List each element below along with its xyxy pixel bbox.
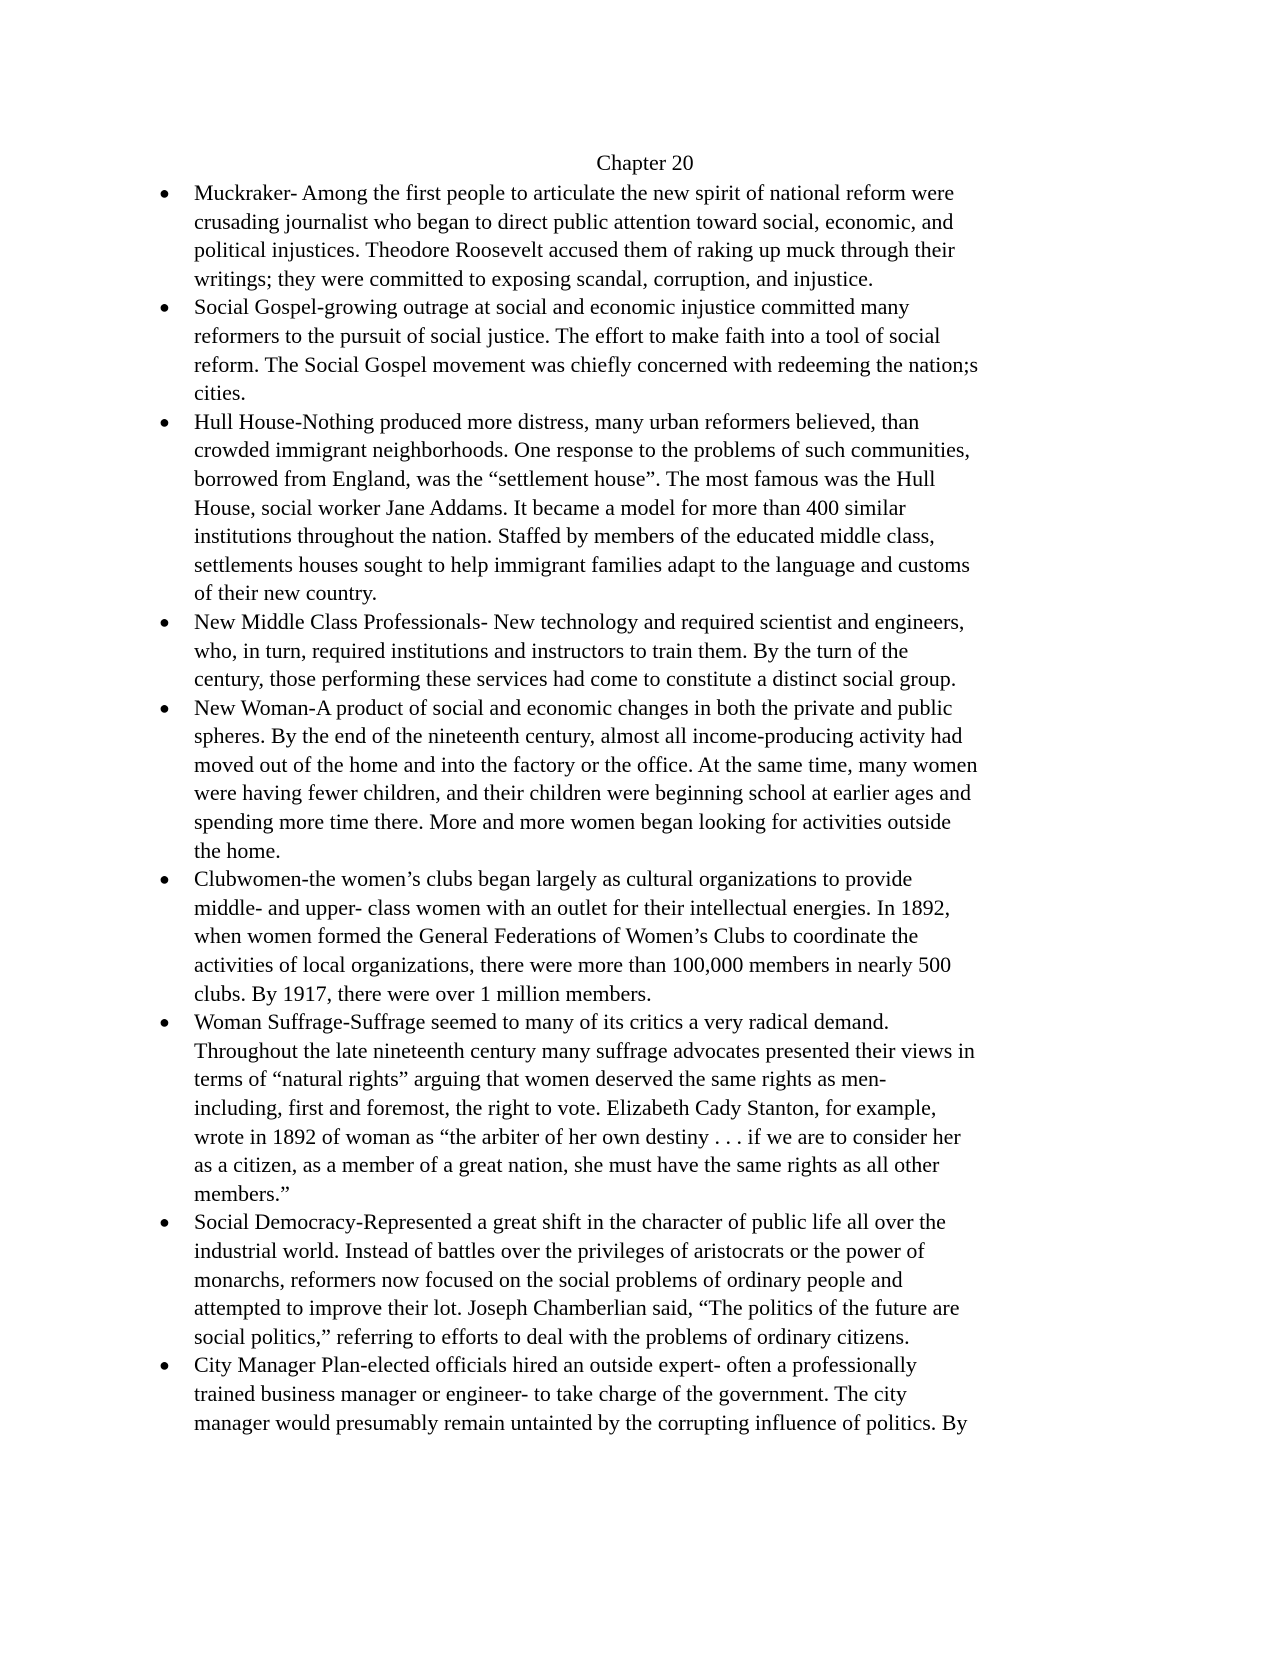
text-line: were having fewer children, and their children were beginning school at earlier ages and	[194, 780, 972, 806]
text-line: spheres. By the end of the nineteenth century, almost all income-producing activity had	[194, 723, 963, 749]
text-line: cities.	[194, 380, 246, 406]
text-line: Woman Suffrage-Suffrage seemed to many of its critics a very radical demand.	[194, 1009, 890, 1035]
text-line: who, in turn, required institutions and instructors to train them. By the turn of the	[194, 637, 909, 663]
bullet-dot-icon: ●	[159, 1212, 170, 1233]
text-line: reform. The Social Gospel movement was chiefly concerned with redeeming the nation;s	[194, 351, 979, 377]
list-item	[150, 1008, 1090, 1208]
text-line: the home.	[194, 837, 281, 863]
text-line: reformers to the pursuit of social justice. The effort to make faith into a tool of social	[194, 322, 941, 348]
text-line: House, social worker Jane Addams. It became a model for more than 400 similar	[194, 494, 906, 520]
list-item-text	[194, 608, 1090, 694]
text-line: middle- and upper- class women with an outlet for their intellectual energies. In 1892,	[194, 894, 951, 920]
text-line: crowded immigrant neighborhoods. One response to the problems of such communities,	[194, 437, 970, 463]
text-line: Muckraker- Among the first people to articulate the new spirit of national reform were	[194, 180, 955, 205]
list-item-text	[194, 293, 1090, 407]
list-item-text	[194, 1008, 1090, 1208]
list-item	[150, 694, 1090, 866]
text-line: century, those performing these services had come to constitute a distinct social group.	[194, 666, 957, 692]
text-line: trained business manager or engineer- to take charge of the government. The city	[194, 1380, 907, 1406]
bullet-dot-icon: ●	[159, 869, 170, 890]
list-item	[150, 408, 1090, 608]
bullet-dot-icon: ●	[159, 411, 170, 432]
list-item	[150, 1208, 1090, 1351]
text-line: of their new country.	[194, 580, 378, 606]
bullet-dot-icon: ●	[159, 611, 170, 632]
list-item-text	[194, 179, 1090, 293]
bullet-list	[150, 179, 1090, 1437]
text-line: industrial world. Instead of battles over the privileges of aristocrats or the power of	[194, 1237, 925, 1263]
bullet-dot-icon: ●	[159, 183, 170, 203]
text-line: members.”	[194, 1180, 290, 1206]
text-line: spending more time there. More and more women began looking for activities outside	[194, 809, 951, 835]
page-title: Chapter 20	[596, 150, 694, 175]
text-line: New Woman-A product of social and economic changes in both the private and public	[194, 694, 953, 720]
text-line: Social Gospel-growing outrage at social and economic injustice committed many	[194, 294, 910, 320]
text-line: including, first and foremost, the right to vote. Elizabeth Cady Stanton, for example,	[194, 1095, 937, 1120]
list-item	[150, 1351, 1090, 1437]
text-line: moved out of the home and into the factory or the office. At the same time, many women	[194, 751, 978, 777]
list-item	[150, 179, 1090, 293]
text-line: clubs. By 1917, there were over 1 million members.	[194, 980, 652, 1006]
text-line: Clubwomen-the women’s clubs began largely as cultural organizations to provide	[194, 866, 913, 892]
list-item-text	[194, 1208, 1090, 1351]
text-line: activities of local organizations, there were more than 100,000 members in nearly 500	[194, 952, 952, 978]
text-line: institutions throughout the nation. Staffed by members of the educated middle class,	[194, 523, 935, 549]
text-line: borrowed from England, was the “settlement house”. The most famous was the Hull	[194, 465, 936, 491]
text-line: Social Democracy-Represented a great shift in the character of public life all over the	[194, 1209, 946, 1235]
bullet-dot-icon: ●	[159, 1355, 170, 1376]
text-line: Throughout the late nineteenth century many suffrage advocates presented their views in	[194, 1037, 975, 1063]
text-line: New Middle Class Professionals- New technology and required scientist and engineers,	[194, 608, 965, 634]
text-line: terms of “natural rights” arguing that women deserved the same rights as men-	[194, 1066, 887, 1092]
text-line: as a citizen, as a member of a great nation, she must have the same rights as all other	[194, 1152, 940, 1178]
text-line: Hull House-Nothing produced more distress, many urban reformers believed, than	[194, 408, 920, 434]
text-line: settlements houses sought to help immigrant families adapt to the language and customs	[194, 551, 970, 577]
list-item-text	[194, 865, 1090, 1008]
list-item-text	[194, 1351, 1090, 1437]
text-line: attempted to improve their lot. Joseph Chamberlian said, “The politics of the future are	[194, 1295, 960, 1321]
text-line: writings; they were committed to exposing scandal, corruption, and injustice.	[194, 265, 874, 291]
text-line: City Manager Plan-elected officials hired an outside expert- often a professionally	[194, 1352, 917, 1378]
list-item	[150, 293, 1090, 407]
text-line: crusading journalist who began to direct public attention toward social, economic, and	[194, 208, 954, 234]
bullet-dot-icon: ●	[159, 1012, 170, 1033]
text-line: social politics,” referring to efforts to deal with the problems of ordinary citizens.	[194, 1323, 910, 1349]
bullet-dot-icon: ●	[159, 697, 170, 718]
list-item	[150, 608, 1090, 694]
bullet-dot-icon: ●	[159, 297, 170, 318]
text-line: monarchs, reformers now focused on the social problems of ordinary people and	[194, 1266, 903, 1292]
list-item	[150, 865, 1090, 1008]
list-item-text	[194, 408, 1090, 608]
list-item-text	[194, 694, 1090, 866]
text-line: political injustices. Theodore Roosevelt accused them of raking up muck through their	[194, 237, 955, 263]
text-line: wrote in 1892 of woman as “the arbiter of her own destiny . . . if we are to consider her	[194, 1123, 961, 1149]
text-line: manager would presumably remain untainted by the corrupting influence of politics. By	[194, 1409, 968, 1435]
text-line: when women formed the General Federations of Women’s Clubs to coordinate the	[194, 923, 919, 949]
